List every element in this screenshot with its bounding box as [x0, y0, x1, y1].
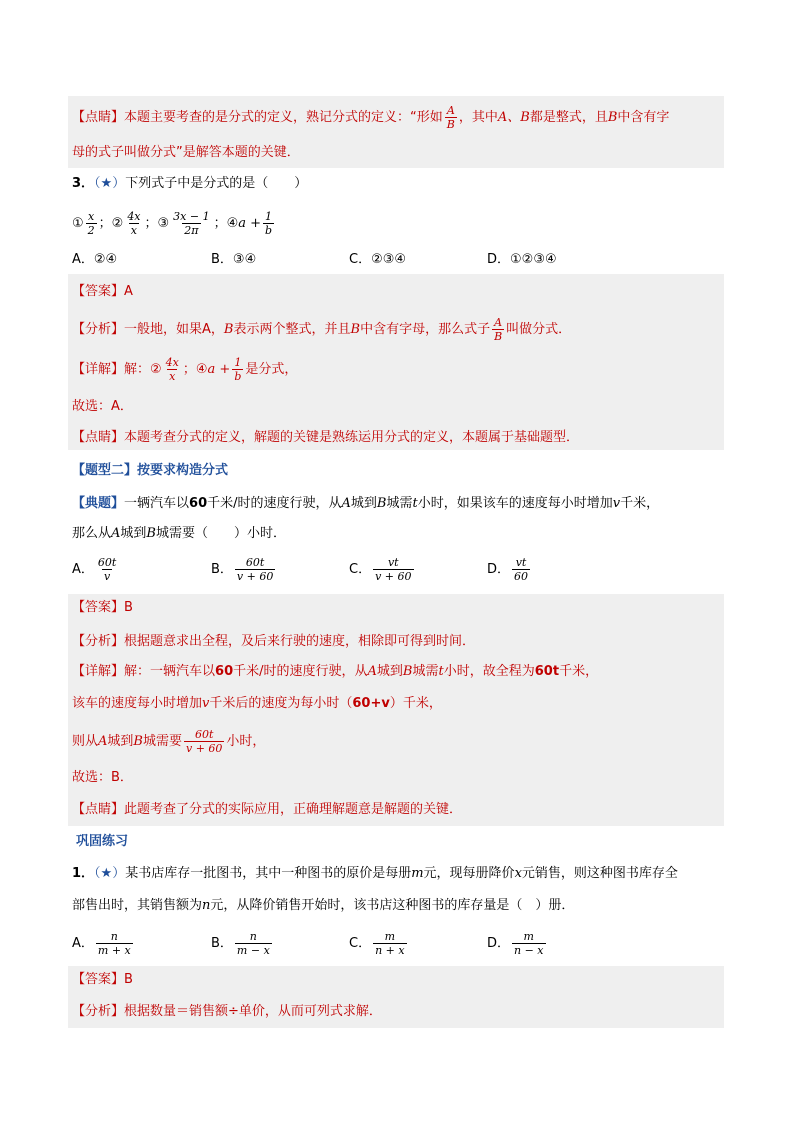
point-tag: 【点睛】: [72, 110, 125, 125]
practice-analysis: 【分析】根据数量＝销售额÷单价，从而可列式求解．: [72, 1004, 382, 1019]
fraction-4: $\frac{1}{b}$: [265, 210, 273, 237]
q3-option-c[interactable]: C．②③④: [349, 252, 407, 267]
practice-option-a[interactable]: A． $\frac{n}{m + x}$: [72, 930, 131, 957]
point-line-2: 母的式子叫做分式”是解答本题的关键．: [72, 145, 300, 160]
example-line-1: 【典题】一辆汽车以60千米/时的速度行驶，从A城到B城需t小时，如果该车的速度每小时增加v千米，: [72, 496, 660, 511]
q3-analysis: 【分析】一般地，如果A，B表示两个整式，并且B中含有字母，那么式子 $\frac{A}{B}$ 叫做分式．: [72, 316, 572, 343]
difficulty-star: （★）: [94, 866, 126, 881]
practice-option-d[interactable]: D． $\frac{m}{n - x}$: [487, 930, 544, 957]
section-heading-practice: 巩固练习: [76, 834, 129, 849]
practice-answer: 【答案】B: [72, 972, 133, 987]
q3-answer: 【答案】A: [72, 284, 133, 299]
fraction-3: $\frac{3x - 1}{2\pi}$: [173, 210, 210, 237]
point-line-1: 【点睛】本题主要考查的是分式的定义，熟记分式的定义：“形如 $\frac{A}{B}$ ，其中A、B都是整式，且B中含有字: [72, 104, 670, 131]
example-choose: 故选：B．: [72, 770, 133, 785]
practice-option-b[interactable]: B． $\frac{n}{m - x}$: [211, 930, 270, 957]
example-option-a[interactable]: A． $\frac{60t}{v}$: [72, 556, 117, 583]
example-answer: 【答案】B: [72, 600, 133, 615]
practice-option-c[interactable]: C． $\frac{m}{n + x}$: [349, 930, 405, 957]
example-analysis: 【分析】根据题意求出全程，及后来行驶的速度，相除即可得到时间．: [72, 634, 476, 649]
q3-option-a[interactable]: A．②④: [72, 252, 118, 267]
example-option-b[interactable]: B． $\frac{60t}{v + 60}$: [211, 556, 274, 583]
q3-choose: 故选：A．: [72, 399, 133, 414]
q3-expressions: ① $\frac{x}{2}$ ；② $\frac{4x}{x}$ ；③ $\frac{3x - 1}{2\pi}$ ；④a + $\frac{1}{b}$: [72, 210, 273, 237]
practice-line-1: 1．（★）某书店库存一批图书，其中一种图书的原价是每册m元，现每册降价x元销售，则这种图书库存全: [72, 866, 678, 881]
example-point: 【点睛】此题考查了分式的实际应用，正确理解题意是解题的关键．: [72, 802, 463, 817]
example-detail-2: 该车的速度每小时增加v千米后的速度为每小时（60+v）千米，: [72, 696, 442, 711]
fraction-1: $\frac{x}{2}$: [87, 210, 95, 237]
q3-option-d[interactable]: D．①②③④: [487, 252, 557, 267]
example-detail-1: 【详解】解：一辆汽车以60千米/时的速度行驶，从A城到B城需t小时，故全程为60t千米，: [72, 664, 599, 679]
q3-option-b[interactable]: B．③④: [211, 252, 257, 267]
q3-detail: 【详解】解：② $\frac{4x}{x}$ ；④a + $\frac{1}{b}$ 是分式，: [72, 356, 298, 383]
fraction-2: $\frac{4x}{x}$: [127, 210, 141, 237]
difficulty-star: （★）: [94, 176, 126, 191]
example-line-2: 那么从A城到B城需要（ ）小时．: [72, 526, 286, 541]
section-heading-type2: 【题型二】按要求构造分式: [72, 463, 229, 478]
example-option-d[interactable]: D． $\frac{vt}{60}$: [487, 556, 529, 583]
q3-point: 【点睛】本题考查分式的定义，解题的关键是熟练运用分式的定义，本题属于基础题型．: [72, 430, 580, 445]
example-option-c[interactable]: C． $\frac{vt}{v + 60}$: [349, 556, 412, 583]
q3-stem: 3．（★）下列式子中是分式的是（ ）: [72, 176, 308, 191]
practice-line-2: 部售出时，其销售额为n元，从降价销售开始时，该书店这种图书的库存量是（ ）册．: [72, 898, 575, 913]
example-detail-3: 则从A城到B城需要 $\frac{60t}{v + 60}$ 小时，: [72, 728, 266, 755]
fraction-a-over-b: $\frac{A}{B}$: [446, 104, 455, 131]
